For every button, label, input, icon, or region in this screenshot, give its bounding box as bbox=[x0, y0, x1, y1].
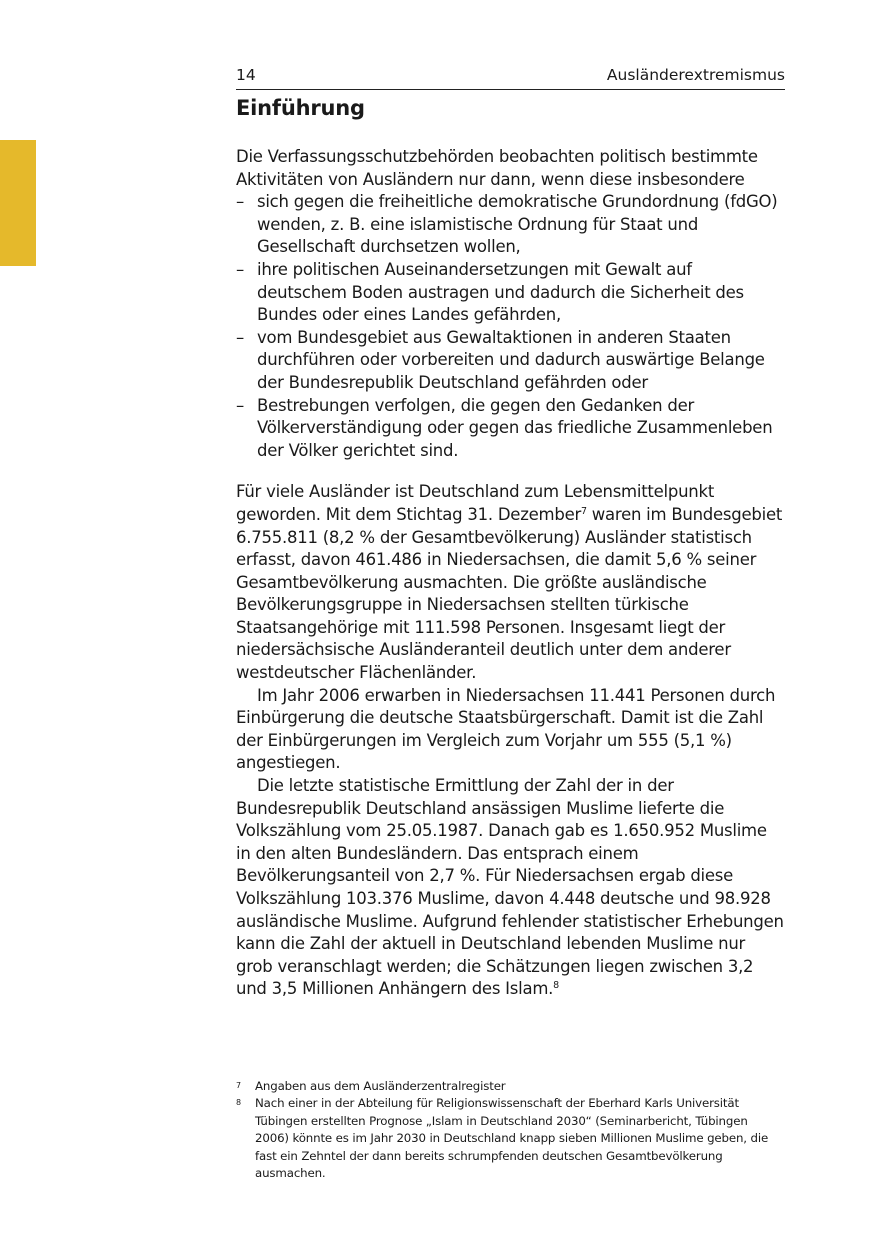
footnote bbox=[236, 1078, 785, 1095]
footnote-mark: 8 bbox=[236, 1098, 241, 1108]
paragraph-text: waren im Bundesgebiet 6.755.811 (8,2 % der Gesamtbevölkerung) Ausländer statistisch erfasst, davon 461.486 in Niedersachsen, die damit 5,6 % seiner Gesamtbevölkerung ausmachten. Die größte ausländische Bevölkerungsgruppe in Niedersachsen stellten türkische Staatsangehörige mit 111.598 Personen. Insgesamt liegt der niedersächsische Ausländeranteil deutlich unter dem anderer westdeutscher Flächenländer. bbox=[236, 504, 783, 683]
footnote-ref-7: 7 bbox=[581, 505, 587, 517]
chapter-tab-marker bbox=[0, 140, 36, 266]
list-item: – Bestrebungen verfolgen, die gegen den Gedanken der Völkerverständigung oder gegen das friedliche Zusammenleben der Völker gerichtet sind. bbox=[236, 395, 785, 463]
footnote-text: Angaben aus dem Ausländerzentralregister bbox=[255, 1079, 506, 1093]
paragraph-text: Für viele Ausländer ist Deutschland zum Lebensmittelpunkt geworden. Mit dem Stichtag 31. Dezember bbox=[236, 482, 715, 524]
foreigners-paragraph bbox=[236, 481, 785, 684]
criteria-list bbox=[236, 191, 785, 462]
list-item: – sich gegen die freiheitliche demokratische Grundordnung (fdGO) wenden, z. B. eine islamistische Ordnung für Staat und Gesellschaft durchsetzen wollen, bbox=[236, 191, 785, 259]
footnote bbox=[236, 1095, 785, 1182]
footnote-mark: 7 bbox=[236, 1081, 241, 1090]
muslims-paragraph bbox=[236, 775, 785, 1001]
footnote-ref-8: 8 bbox=[553, 980, 559, 992]
intro-paragraph: Die Verfassungsschutzbehörden beobachten politisch bestimmte Aktivitäten von Ausländern nur dann, wenn diese insbesondere bbox=[236, 147, 758, 189]
list-item: – ihre politischen Auseinandersetzungen mit Gewalt auf deutschem Boden austragen und dadurch die Sicherheit des Bundes oder eines Landes gefährden, bbox=[236, 259, 785, 327]
footnotes bbox=[236, 1078, 785, 1182]
footnote-text: Nach einer in der Abteilung für Religionswissenschaft der Eberhard Karls Universität Tübingen erstellten Prognose „Islam in Deutschland 2030“ (Seminarbericht, Tübingen 2006) könnte es im Jahr 2030 in Deutschland knapp sieben Millionen Muslime geben, die fast ein Zehntel der dann bereits schrumpfenden deutschen Gesamtbevölkerung ausmachen. bbox=[255, 1096, 769, 1181]
naturalization-paragraph: Im Jahr 2006 erwarben in Niedersachsen 11.441 Personen durch Einbürgerung die deutsche Staatsbürgerschaft. Damit ist die Zahl der Einbürgerungen im Vergleich zum Vorjahr um 555 (5,1 %) angestiegen. bbox=[236, 685, 776, 773]
running-title: Ausländerextremismus bbox=[606, 66, 785, 84]
section-heading: Einführung bbox=[236, 96, 365, 120]
body-text bbox=[236, 146, 785, 1001]
paragraph-text: Die letzte statistische Ermittlung der Zahl der in der Bundesrepublik Deutschland ansässigen Muslime lieferte die Volkszählung vom 25.05.1987. Danach gab es 1.650.952 Muslime in den alten Bundesländern. Das entsprach einem Bevölkerungsanteil von 2,7 %. Für Niedersachsen ergab diese Volkszählung 103.376 Muslime, davon 4.448 deutsche und 98.928 ausländische Muslime. Aufgrund fehlender statistischer Erhebungen kann die Zahl der aktuell in Deutschland lebenden Muslime nur grob veranschlagt werden; die Schätzungen liegen zwischen 3,2 und 3,5 Millionen Anhängern des Islam. bbox=[236, 776, 784, 999]
page-number: 14 bbox=[236, 66, 256, 84]
page-header bbox=[236, 62, 785, 90]
list-item: – vom Bundesgebiet aus Gewaltaktionen in anderen Staaten durchführen oder vorbereiten und dadurch auswärtige Belange der Bundesrepublik Deutschland gefährden oder bbox=[236, 327, 785, 395]
